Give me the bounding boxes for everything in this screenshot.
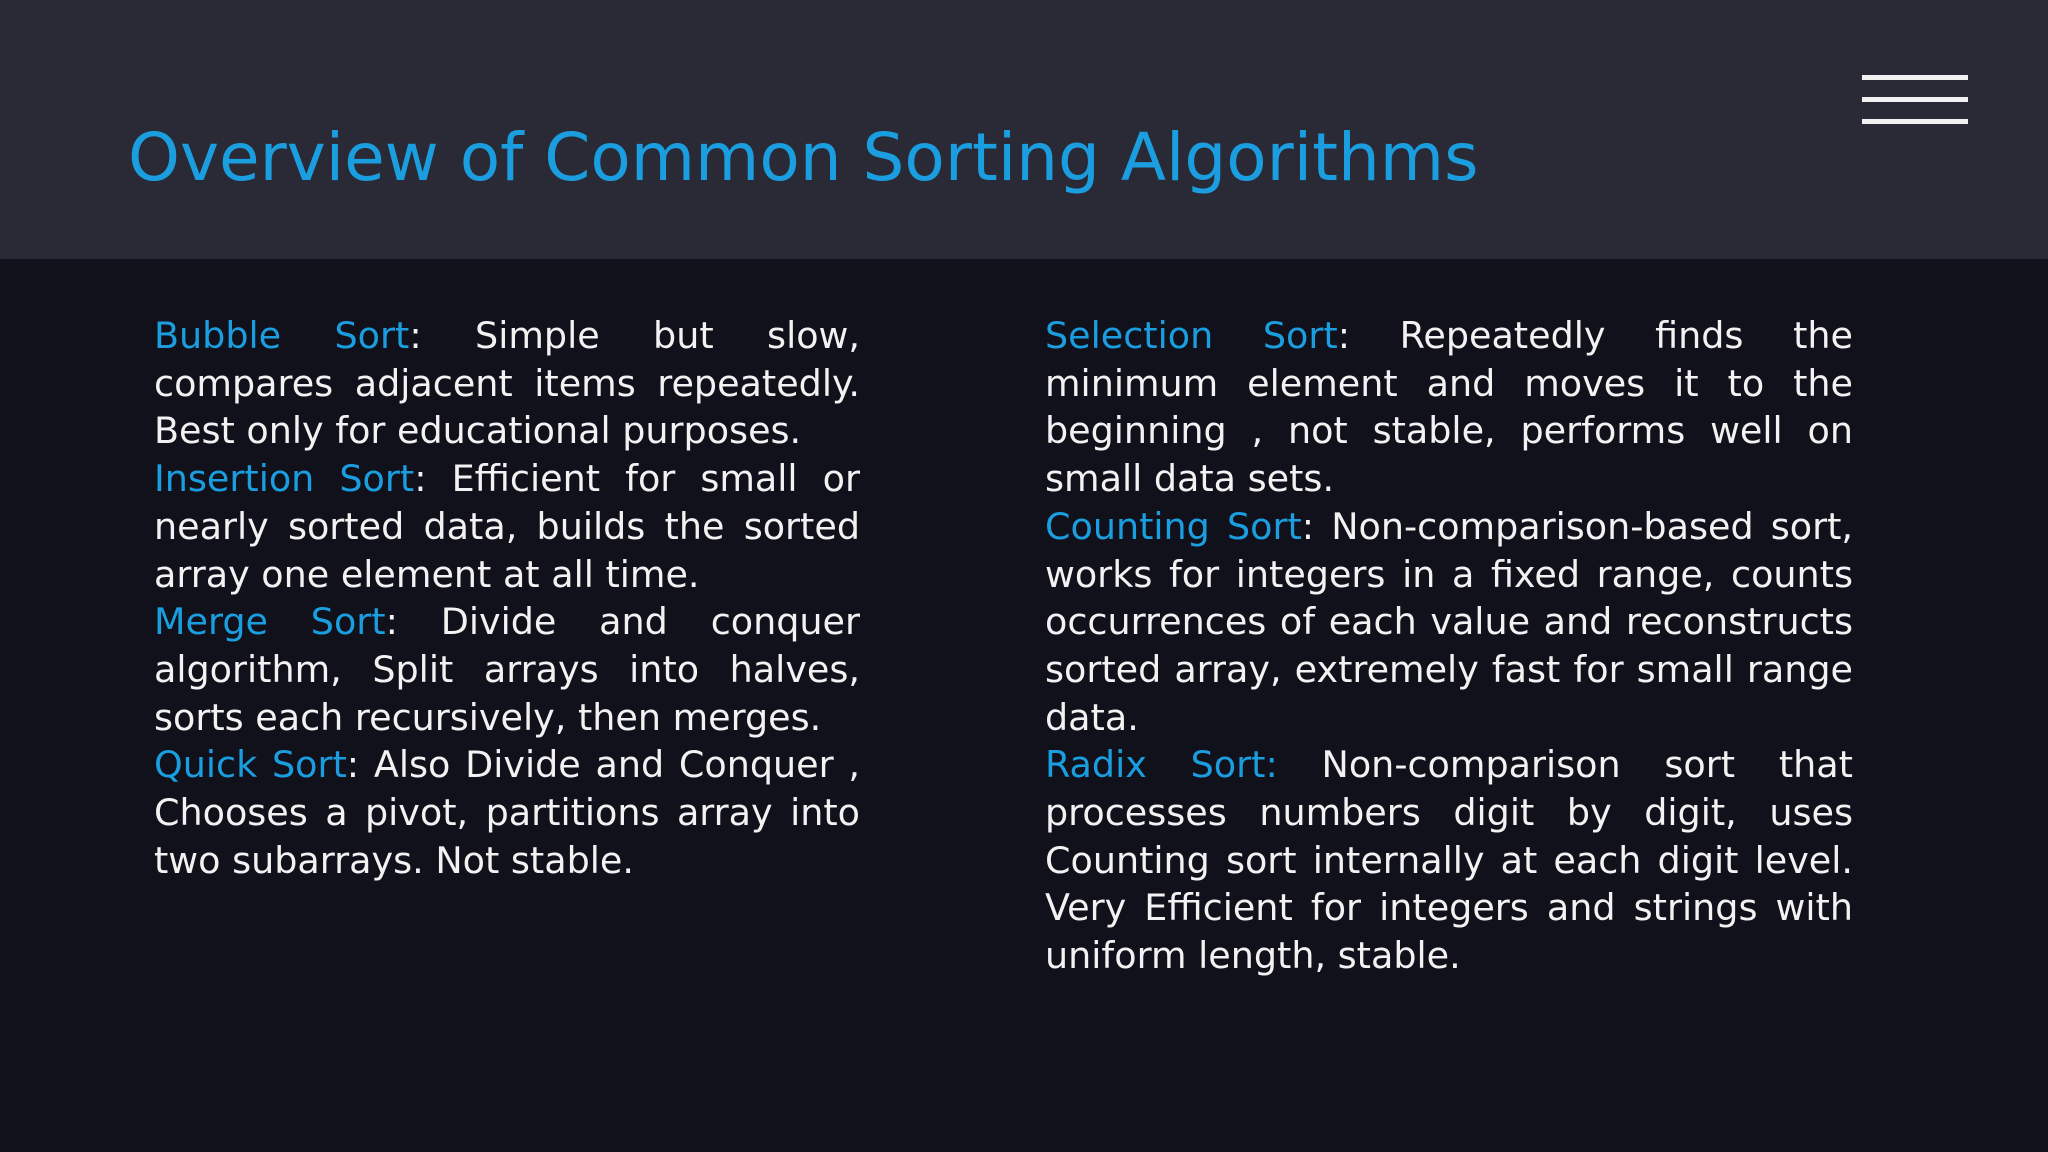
term-separator: : — [414, 457, 452, 501]
algorithm-entry-selection-sort — [1045, 312, 1853, 503]
term-separator: : — [385, 600, 441, 644]
algorithm-entry-counting-sort — [1045, 503, 1853, 742]
algorithm-description: Simple but slow, compares adjacent items repeatedly. Best only for educational purposes. — [154, 314, 861, 453]
algorithm-description: Efficient for small or nearly sorted data, builds the sorted array one element at all time. — [154, 457, 860, 596]
slide-header — [0, 0, 2048, 259]
algorithm-description: Also Divide and Conquer , Chooses a pivot, partitions array into two subarrays. Not stable. — [154, 743, 860, 882]
term-separator: : — [346, 743, 374, 787]
algorithm-description: Divide and conquer algorithm, Split arrays into halves, sorts each recursively, then merges. — [154, 600, 860, 739]
left-column — [154, 312, 860, 884]
algorithm-description: Non-comparison sort that processes numbers digit by digit, uses Counting sort internally at each digit level. Very Efficient for integers and strings with uniform length, stable. — [1045, 743, 1853, 978]
algorithm-term: Insertion Sort — [154, 457, 415, 501]
algorithm-description: Repeatedly finds the minimum element and moves it to the beginning , not stable, performs well on small data sets. — [1045, 314, 1853, 501]
algorithm-term: Bubble Sort — [154, 314, 410, 357]
algorithm-entry-merge-sort — [154, 598, 860, 741]
menu-bar-middle — [1862, 97, 1968, 102]
algorithm-entry-insertion-sort — [154, 455, 860, 598]
algorithm-term: Selection Sort — [1045, 314, 1338, 357]
slide-title: Overview of Common Sorting Algorithms — [128, 119, 1479, 196]
algorithm-entry-radix-sort — [1045, 741, 1853, 980]
algorithm-entry-bubble-sort — [154, 312, 860, 455]
menu-bar-top — [1862, 75, 1968, 80]
algorithm-term: Quick Sort — [154, 743, 347, 787]
algorithm-term: Radix Sort: — [1045, 743, 1278, 787]
right-column — [1045, 312, 1853, 980]
term-separator — [1278, 743, 1322, 786]
term-separator: : — [409, 314, 476, 357]
algorithm-entry-quick-sort — [154, 741, 860, 884]
algorithm-term: Counting Sort — [1045, 504, 1302, 548]
hamburger-menu-icon[interactable] — [1862, 75, 1968, 125]
term-separator: : — [1337, 314, 1400, 357]
algorithm-description: Non-comparison-based sort, works for integers in a fixed range, counts occurrences of each value and reconstructs sorted array, extremely fast for small range data. — [1045, 504, 1853, 739]
algorithm-term: Merge Sort — [154, 600, 386, 644]
menu-bar-bottom — [1862, 119, 1968, 124]
term-separator: : — [1301, 504, 1332, 548]
